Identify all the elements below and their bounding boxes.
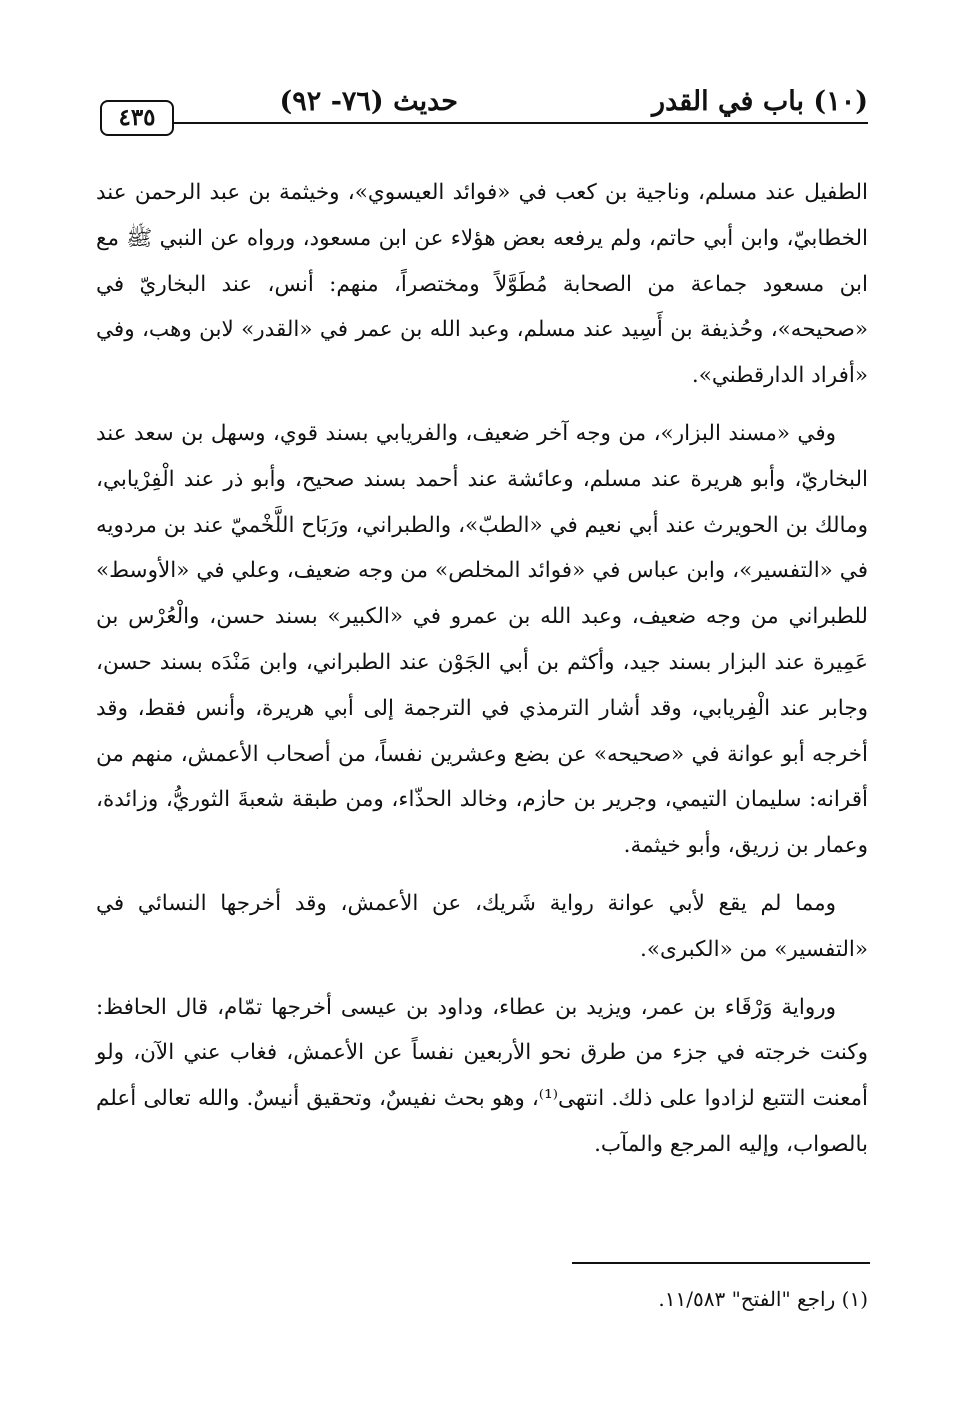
paragraph-3: ومما لم يقع لأبي عوانة رواية شَريك، عن الأعمش، وقد أخرجها النسائي في «التفسير» من «الكبرى». bbox=[96, 890, 868, 962]
footnote-divider bbox=[572, 1262, 870, 1264]
footnote: (١) راجع "الفتح" ١١/٥٨٣. bbox=[658, 1287, 868, 1311]
hadith-range: حديث (٧٦- ٩٢) bbox=[279, 86, 458, 117]
body-text bbox=[96, 170, 868, 1180]
page-number: ٤٣٥ bbox=[100, 100, 174, 136]
header-divider bbox=[174, 122, 868, 124]
chapter-title: (١٠) باب في القدر bbox=[652, 86, 868, 117]
paragraph-2: وفي «مسند البزار»، من وجه آخر ضعيف، والفريابي بسند قوي، وسهل بن سعد عند البخاريّ، وأبو هريرة عند مسلم، وعائشة عند أحمد بسند صحيح، وأبو ذر عند الْفِرْيابي، ومالك بن الحويرث عند أبي نعيم في «الطبّ»، والطبراني، ورَبَاح اللَّخْميّ عند بن مردويه في «التفسير»، وابن عباس في «فوائد المخلص» من وجه ضعيف، وعلي في «الأوسط» للطبراني من وجه ضعيف، وعبد الله بن عمرو في «الكبير» بسند حسن، والْعُرْس بن عَمِيرة عند البزار بسند جيد، وأكثم بن أبي الجَوْن عند الطبراني، وابن مَنْدَه بسند حسن، وجابر عند الْفِريابي، وقد أشار الترمذي في الترجمة إلى أبي هريرة، وأنس فقط، وقد أخرجه أبو عوانة في «صحيحه» عن بضع وعشرين نفساً، من أصحاب الأعمش، منهم من أقرانه: سليمان التيمي، وجرير بن حازم، وخالد الحذّاء، ومن طبقة شعبةَ الثوريُّ، وزائدة، وعمار بن زريق، وأبو خيثمة. bbox=[96, 420, 868, 859]
page-header bbox=[96, 82, 868, 144]
paragraph-1: الطفيل عند مسلم، وناجية بن كعب في «فوائد العيسوي»، وخيثمة بن عبد الرحمن عند الخطابيّ، وابن أبي حاتم، ولم يرفعه بعض هؤلاء عن ابن مسعود، ورواه عن النبي ﷺ مع ابن مسعود جماعة من الصحابة مُطَوَّلاً ومختصراً، منهم: أنس، عند البخاريّ في «صحيحه»، وحُذيفة بن أَسِيد عند مسلم، وعبد الله بن عمر في «القدر» لابن وهب، وفي «أفراد الدارقطني». bbox=[96, 180, 868, 389]
paragraph-4: ورواية وَرْقَاء بن عمر، ويزيد بن عطاء، وداود بن عيسى أخرجها تمّام، قال الحافظ: وكنت خرجته في جزء من طرق نحو الأربعين نفساً عن الأعمش، فغاب عني الآن، ولو أمعنت التتبع لزادوا على ذلك. انتهى⁽¹⁾، وهو بحث نفيسٌ، وتحقيق أنيسٌ. والله تعالى أعلم بالصواب، وإليه المرجع والمآب. bbox=[96, 994, 868, 1157]
